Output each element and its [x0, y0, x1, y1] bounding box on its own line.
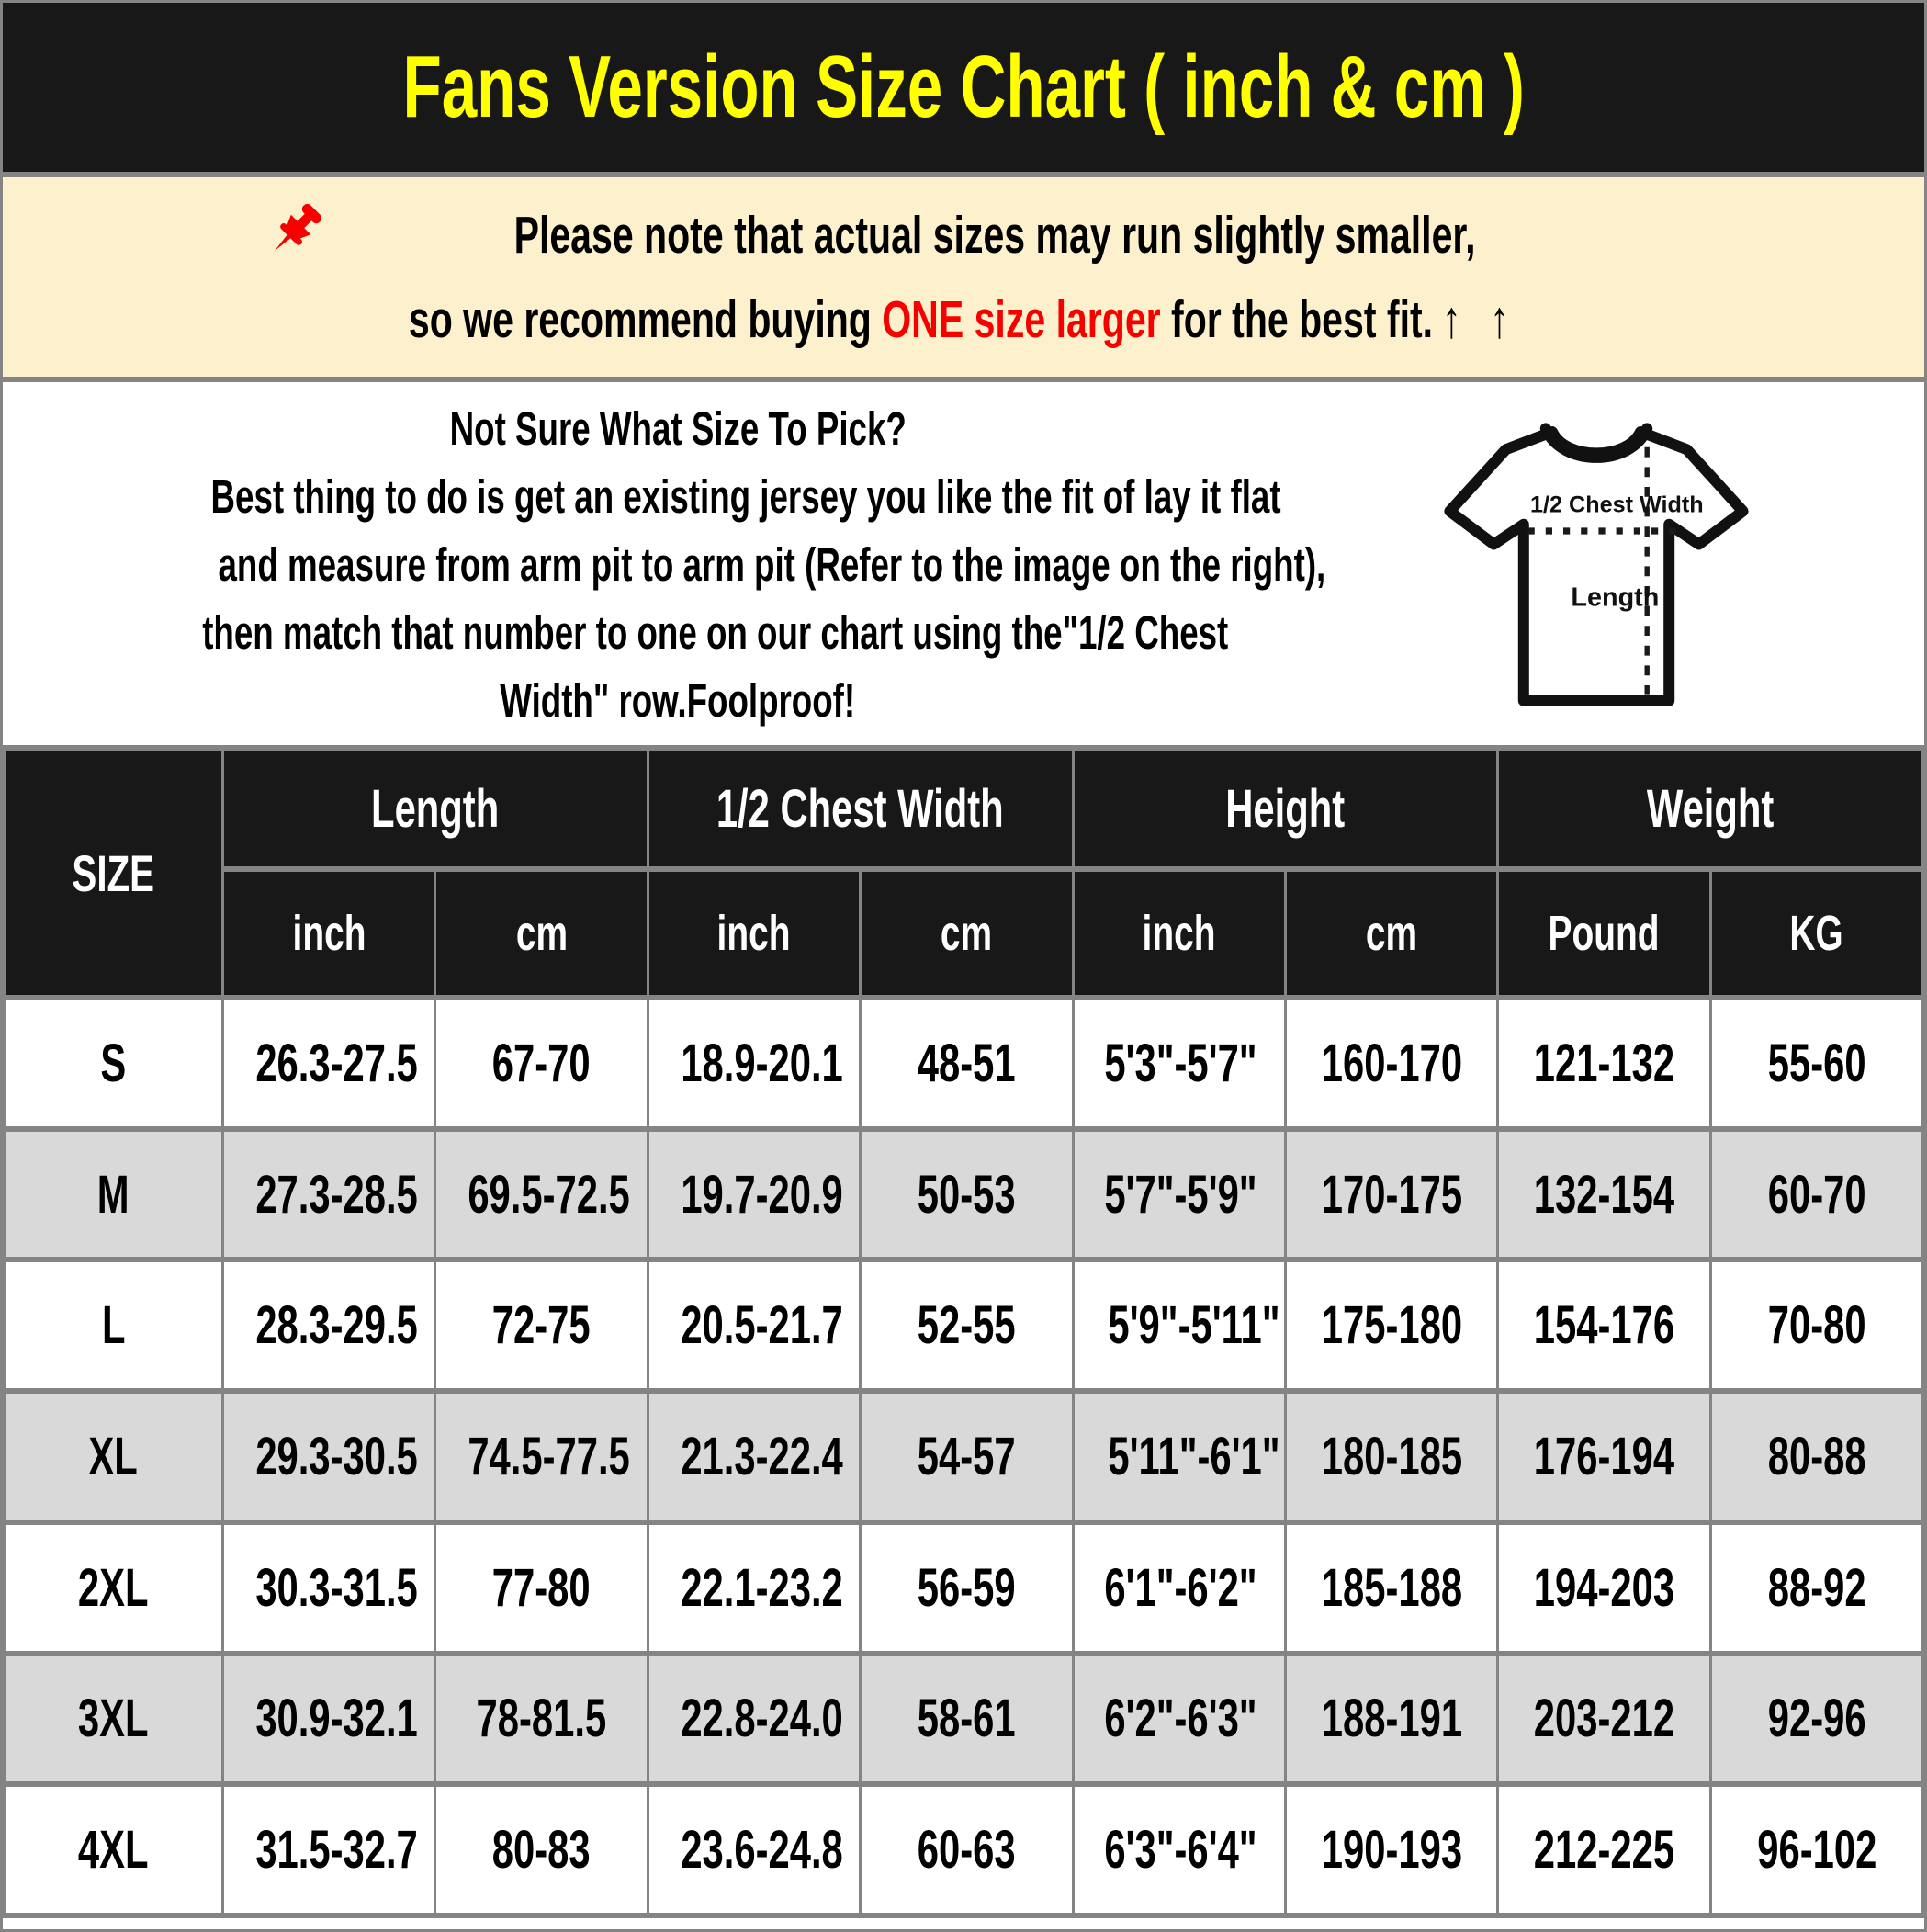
tshirt-collar: [1546, 428, 1647, 458]
table-cell: 176-194: [1498, 1391, 1710, 1522]
table-cell: 170-175: [1285, 1129, 1497, 1260]
table-cell: 18.9-20.1: [648, 998, 860, 1129]
table-cell: 60-63: [861, 1784, 1073, 1915]
table-cell: 77-80: [435, 1522, 648, 1654]
note-strip: [3, 177, 1924, 382]
guide-line-4: Width" row.Foolproof!: [500, 674, 856, 727]
table-cell: 6'2"-6'3": [1073, 1654, 1285, 1785]
table-row-2xl: [5, 1522, 1923, 1654]
table-cell: 190-193: [1285, 1784, 1497, 1915]
tshirt-measurement-diagram: [1431, 399, 1762, 729]
table-cell: 180-185: [1285, 1391, 1497, 1522]
table-cell: 30.9-32.1: [223, 1654, 435, 1785]
table-row-3xl: [5, 1654, 1923, 1785]
length-cm-header: cm: [435, 869, 648, 998]
table-row-m: [5, 1129, 1923, 1260]
table-cell: 72-75: [435, 1260, 648, 1391]
table-cell: 70-80: [1710, 1260, 1922, 1391]
table-cell: 56-59: [861, 1522, 1073, 1654]
weight-pound-header: Pound: [1498, 869, 1710, 998]
guide-heading: Not Sure What Size To Pick?: [449, 402, 907, 455]
table-cell: 29.3-30.5: [223, 1391, 435, 1522]
table-cell: 80-83: [435, 1784, 648, 1915]
chest-inch-header: inch: [648, 869, 860, 998]
table-cell: 31.5-32.7: [223, 1784, 435, 1915]
table-cell: 5'11"-6'1": [1073, 1391, 1285, 1522]
note-text-1: Please note that actual sizes may run slightly smaller,: [513, 205, 1476, 265]
table-cell: 60-70: [1710, 1129, 1922, 1260]
table-cell: 28.3-29.5: [223, 1260, 435, 1391]
note-line-1: [265, 205, 1662, 266]
table-cell: 69.5-72.5: [435, 1129, 648, 1260]
table-row-xl: [5, 1391, 1923, 1522]
table-cell: 6'3"-6'4": [1073, 1784, 1285, 1915]
pushpin-icon: [265, 200, 325, 261]
chest-width-label: 1/2 Chest Width: [1530, 491, 1704, 518]
table-cell: 22.1-23.2: [648, 1522, 860, 1654]
table-cell: 96-102: [1710, 1784, 1922, 1915]
size-cell: M: [5, 1129, 223, 1260]
table-cell: 58-61: [861, 1654, 1073, 1785]
table-cell: 30.3-31.5: [223, 1522, 435, 1654]
table-cell: 194-203: [1498, 1522, 1710, 1654]
table-cell: 20.5-21.7: [648, 1260, 860, 1391]
size-cell: XL: [5, 1391, 223, 1522]
table-cell: 48-51: [861, 998, 1073, 1129]
table-cell: 5'9"-5'11": [1073, 1260, 1285, 1391]
table-cell: 78-81.5: [435, 1654, 648, 1785]
size-column-header: SIZE: [5, 748, 223, 998]
length-inch-header: inch: [223, 869, 435, 998]
sizing-guide-text: [3, 395, 1353, 735]
table-cell: 5'7"-5'9": [1073, 1129, 1285, 1260]
size-cell: 4XL: [5, 1784, 223, 1915]
weight-group-header: Weight: [1498, 748, 1923, 869]
table-cell: 26.3-27.5: [223, 998, 435, 1129]
table-row-l: [5, 1260, 1923, 1391]
size-cell: S: [5, 998, 223, 1129]
table-cell: 52-55: [861, 1260, 1073, 1391]
size-table-head: [5, 748, 1923, 998]
table-cell: 80-88: [1710, 1391, 1922, 1522]
guide-line-1: Best thing to do is get an existing jersey you like the fit of lay it flat: [210, 470, 1281, 523]
table-cell: 188-191: [1285, 1654, 1497, 1785]
length-label: Length: [1571, 582, 1660, 613]
guide-line-3: then match that number to one on our chart using the"1/2 Chest: [202, 606, 1229, 659]
note-line-2: [193, 289, 1734, 350]
table-cell: 175-180: [1285, 1260, 1497, 1391]
length-group-header: Length: [223, 748, 648, 869]
size-cell: 2XL: [5, 1522, 223, 1654]
size-cell: 3XL: [5, 1654, 223, 1785]
up-arrows-icon: ↑ ↑: [1442, 289, 1518, 349]
table-cell: 67-70: [435, 998, 648, 1129]
table-cell: 132-154: [1498, 1129, 1710, 1260]
page-title: Fans Version Size Chart ( inch & cm ): [402, 38, 1525, 136]
table-cell: 74.5-77.5: [435, 1391, 648, 1522]
table-cell: 22.8-24.0: [648, 1654, 860, 1785]
size-table-body: [5, 998, 1923, 1915]
table-cell: 6'1"-6'2": [1073, 1522, 1285, 1654]
guide-line-2: and measure from arm pit to arm pit (Refer to the image on the right),: [218, 538, 1326, 591]
weight-kg-header: KG: [1710, 869, 1922, 998]
table-cell: 54-57: [861, 1391, 1073, 1522]
one-size-larger-highlight: ONE size larger: [882, 289, 1161, 349]
height-group-header: Height: [1073, 748, 1498, 869]
table-cell: 212-225: [1498, 1784, 1710, 1915]
table-cell: 154-176: [1498, 1260, 1710, 1391]
table-cell: 92-96: [1710, 1654, 1922, 1785]
note-text-2: so we recommend buying ONE size larger for the best fit. ↑ ↑: [409, 289, 1518, 349]
table-cell: 185-188: [1285, 1522, 1497, 1654]
table-cell: 21.3-22.4: [648, 1391, 860, 1522]
sizing-guide-section: [3, 382, 1924, 745]
table-cell: 88-92: [1710, 1522, 1922, 1654]
table-cell: 55-60: [1710, 998, 1922, 1129]
table-cell: 19.7-20.9: [648, 1129, 860, 1260]
table-cell: 23.6-24.8: [648, 1784, 860, 1915]
chest-width-group-header: 1/2 Chest Width: [648, 748, 1073, 869]
table-cell: 27.3-28.5: [223, 1129, 435, 1260]
table-cell: 203-212: [1498, 1654, 1710, 1785]
height-cm-header: cm: [1285, 869, 1497, 998]
height-inch-header: inch: [1073, 869, 1285, 998]
size-cell: L: [5, 1260, 223, 1391]
tshirt-outline: [1449, 432, 1742, 701]
table-cell: 160-170: [1285, 998, 1497, 1129]
table-cell: 5'3"-5'7": [1073, 998, 1285, 1129]
table-cell: 121-132: [1498, 998, 1710, 1129]
header-bar: [3, 3, 1924, 177]
table-cell: 50-53: [861, 1129, 1073, 1260]
table-row-s: [5, 998, 1923, 1129]
chest-cm-header: cm: [861, 869, 1073, 998]
size-table: [3, 745, 1924, 1918]
table-row-4xl: [5, 1784, 1923, 1915]
